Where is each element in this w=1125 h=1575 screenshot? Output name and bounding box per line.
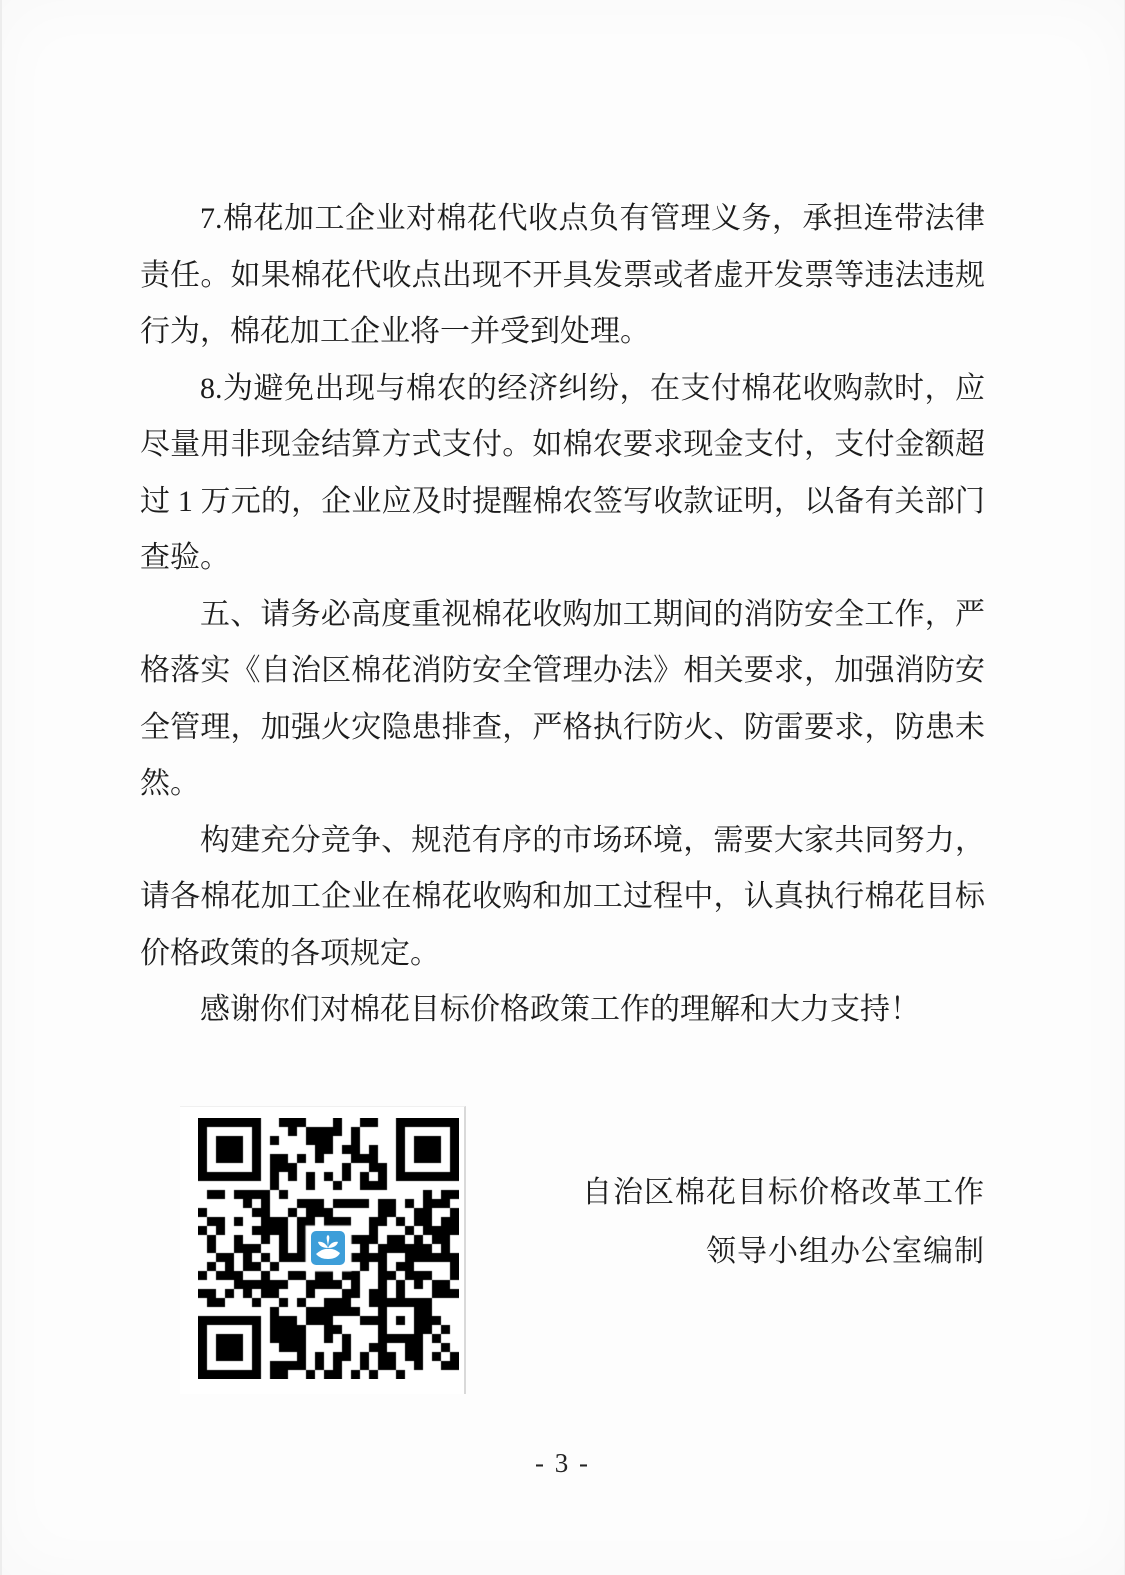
text-line: 五、请务必高度重视棉花收购加工期间的消防安全工作，严 <box>200 597 985 631</box>
text-line: 查验。 <box>140 541 230 574</box>
signature-block <box>140 1163 985 1281</box>
text-line: 感谢你们对棉花目标价格政策工作的理解和大力支持！ <box>200 993 920 1026</box>
page-number: - 3 - <box>535 1448 590 1478</box>
text-line: 8.为避免出现与棉农的经济纠纷，在支付棉花收购款时，应 <box>200 371 985 405</box>
text-line: 请各棉花加工企业在棉花收购和加工过程中，认真执行棉花目标 <box>140 880 985 913</box>
text-line: 尽量用非现金结算方式支付。如棉农要求现金支付，支付金额超 <box>140 428 985 461</box>
signature-line-1: 自治区棉花目标价格改革工作 <box>582 1176 985 1209</box>
text-line: 格落实《自治区棉花消防安全管理办法》相关要求，加强消防安 <box>140 654 985 687</box>
document-body <box>140 191 985 1039</box>
text-line: 行为，棉花加工企业将一并受到处理。 <box>140 315 650 348</box>
text-line: 7.棉花加工企业对棉花代收点负有管理义务，承担连带法律 <box>200 202 985 235</box>
text-line: 责任。如果棉花代收点出现不开具发票或者虚开发票等违法违规 <box>140 258 985 292</box>
text-line: 过 1 万元的，企业应及时提醒棉农签写收款证明，以备有关部门 <box>140 484 985 518</box>
text-line: 然。 <box>140 767 200 800</box>
text-line: 构建充分竞争、规范有序的市场环境，需要大家共同努力， <box>200 823 985 857</box>
signature-line-2: 领导小组办公室编制 <box>706 1235 985 1268</box>
text-line: 全管理，加强火灾隐患排查，严格执行防火、防雷要求，防患未 <box>140 710 985 744</box>
text-line: 价格政策的各项规定。 <box>140 936 440 970</box>
